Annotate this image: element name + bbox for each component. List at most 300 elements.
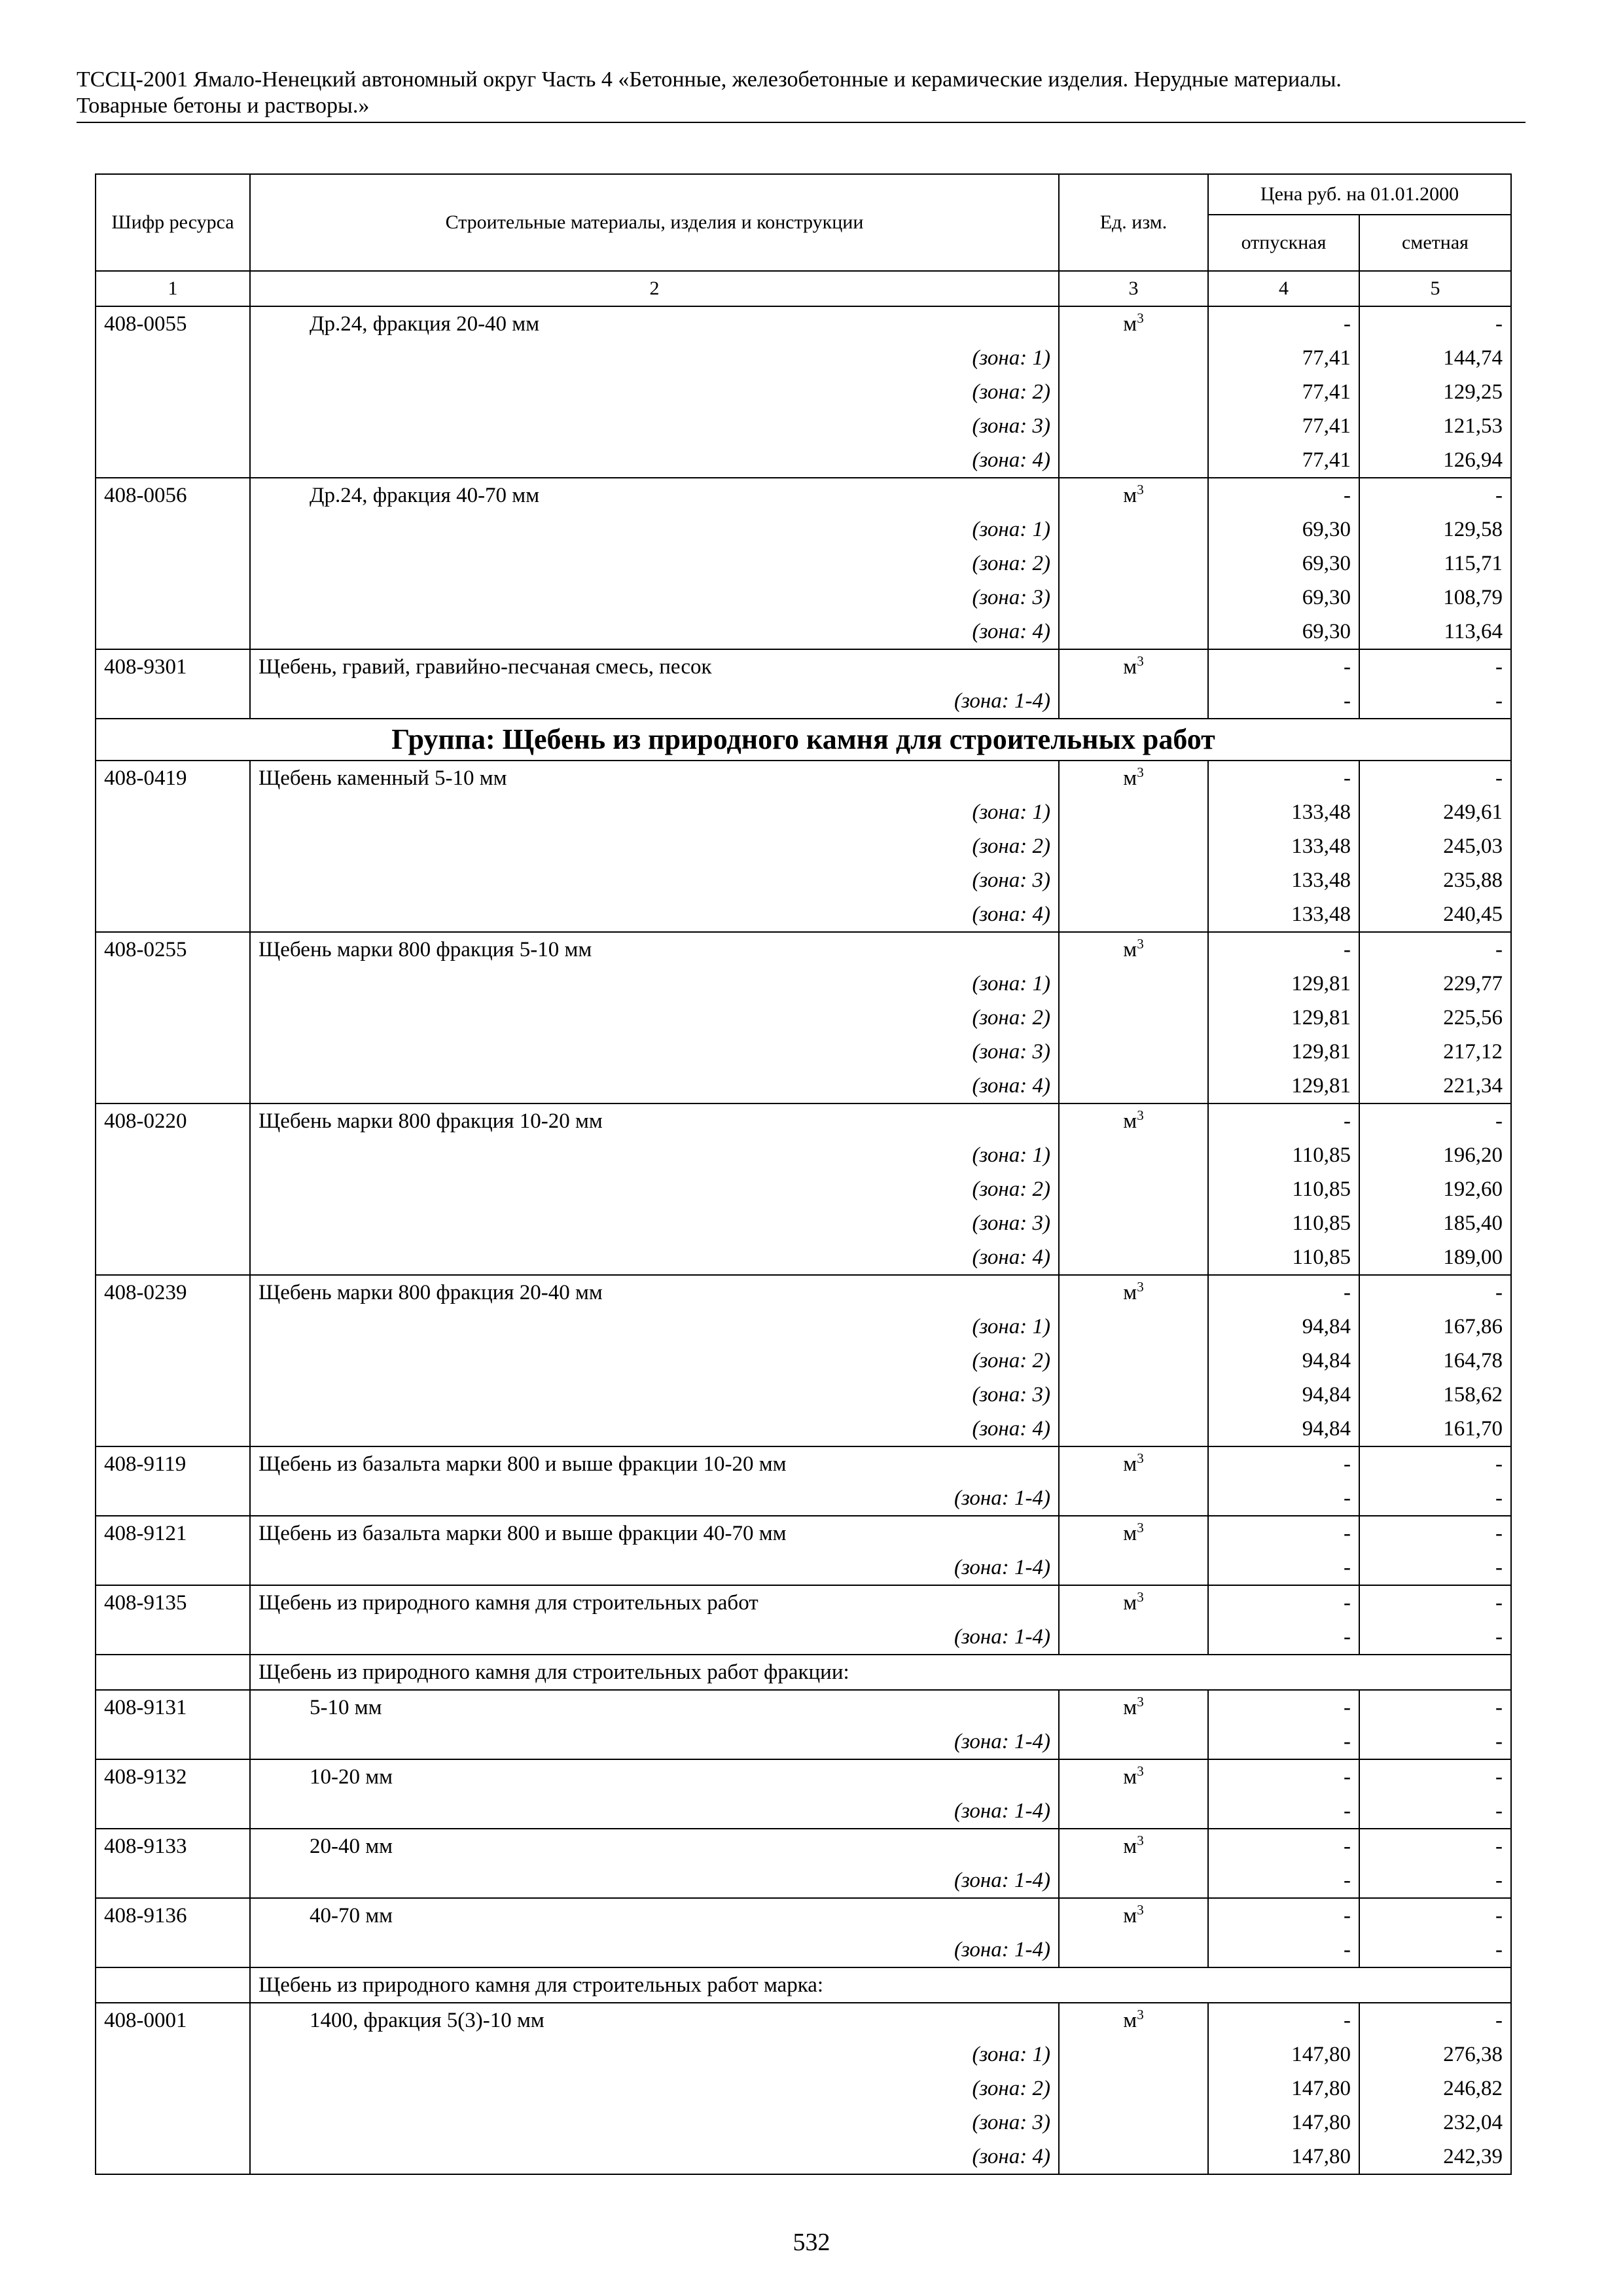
estimate-price: 229,77: [1359, 967, 1511, 1001]
estimate-price: -: [1359, 1898, 1511, 1933]
column-header-estimate-price: сметная: [1359, 215, 1511, 271]
estimate-price: 232,04: [1359, 2106, 1511, 2140]
release-price: 110,85: [1208, 1206, 1359, 1240]
table-row: [96, 684, 1511, 719]
release-price: 94,84: [1208, 1412, 1359, 1446]
estimate-price: -: [1359, 1551, 1511, 1585]
empty-cell: [1059, 1933, 1208, 1967]
zone-label: (зона: 3): [250, 1206, 1059, 1240]
estimate-price: -: [1359, 1275, 1511, 1310]
release-price: 69,30: [1208, 615, 1359, 649]
table-row: [96, 649, 1511, 684]
table-row: [96, 1690, 1511, 1725]
table-row: [96, 967, 1511, 1001]
release-price: 110,85: [1208, 1240, 1359, 1275]
unit-exponent: 3: [1137, 1902, 1144, 1918]
estimate-price: 108,79: [1359, 581, 1511, 615]
empty-cell: [1059, 2037, 1208, 2072]
estimate-price: 126,94: [1359, 443, 1511, 478]
estimate-price: 276,38: [1359, 2037, 1511, 2072]
unit-exponent: 3: [1137, 1763, 1144, 1779]
resource-code: 408-0419: [96, 761, 250, 795]
zone-label: (зона: 1-4): [250, 1481, 1059, 1516]
empty-cell: [1059, 967, 1208, 1001]
empty-cell: [1059, 1240, 1208, 1275]
unit-text: м: [1123, 1452, 1137, 1476]
material-name: Щебень из базальта марки 800 и выше фракции 10-20 мм: [250, 1446, 1059, 1481]
zone-label: (зона: 1): [250, 1138, 1059, 1172]
release-price: 94,84: [1208, 1344, 1359, 1378]
unit-of-measure: [1059, 1898, 1208, 1933]
empty-cell: [1059, 829, 1208, 863]
material-name: Щебень из базальта марки 800 и выше фракции 40-70 мм: [250, 1516, 1059, 1551]
zone-label: (зона: 3): [250, 409, 1059, 443]
unit-of-measure: [1059, 1829, 1208, 1863]
column-header-unit: Ед. изм.: [1059, 174, 1208, 271]
unit-of-measure: [1059, 649, 1208, 684]
zone-label: (зона: 3): [250, 863, 1059, 897]
unit-text: м: [1123, 1696, 1137, 1719]
estimate-price: 144,74: [1359, 341, 1511, 375]
empty-cell: [1059, 512, 1208, 547]
table-row: [96, 1412, 1511, 1446]
estimate-price: -: [1359, 1585, 1511, 1620]
table-row: [96, 795, 1511, 829]
table-row: [96, 1206, 1511, 1240]
column-header-price: Цена руб. на 01.01.2000: [1208, 174, 1511, 215]
release-price: 94,84: [1208, 1378, 1359, 1412]
resource-code: 408-0055: [96, 306, 250, 341]
empty-cell: [1059, 2106, 1208, 2140]
resource-code: 408-0255: [96, 932, 250, 967]
unit-of-measure: [1059, 478, 1208, 512]
empty-cell: [96, 1206, 250, 1240]
estimate-price: 242,39: [1359, 2140, 1511, 2174]
zone-label: (зона: 3): [250, 1035, 1059, 1069]
subheading-code-cell: [96, 1655, 250, 1690]
empty-cell: [1059, 409, 1208, 443]
unit-text: м: [1123, 1591, 1137, 1615]
empty-cell: [1059, 341, 1208, 375]
zone-label: (зона: 1-4): [250, 684, 1059, 719]
unit-of-measure: [1059, 1103, 1208, 1138]
table-row: [96, 1172, 1511, 1206]
release-price: -: [1208, 649, 1359, 684]
empty-cell: [1059, 795, 1208, 829]
empty-cell: [96, 547, 250, 581]
estimate-price: -: [1359, 1446, 1511, 1481]
unit-of-measure: [1059, 761, 1208, 795]
table-row: [96, 1829, 1511, 1863]
estimate-price: -: [1359, 684, 1511, 719]
estimate-price: 221,34: [1359, 1069, 1511, 1103]
unit-exponent: 3: [1137, 2007, 1144, 2022]
empty-cell: [96, 829, 250, 863]
empty-cell: [96, 967, 250, 1001]
resource-code: 408-9136: [96, 1898, 250, 1933]
estimate-price: 249,61: [1359, 795, 1511, 829]
release-price: -: [1208, 1275, 1359, 1310]
empty-cell: [1059, 1344, 1208, 1378]
resource-code: 408-9301: [96, 649, 250, 684]
material-name: 5-10 мм: [250, 1690, 1059, 1725]
unit-exponent: 3: [1137, 1694, 1144, 1710]
unit-of-measure: [1059, 1585, 1208, 1620]
table-row: [96, 409, 1511, 443]
empty-cell: [96, 1794, 250, 1829]
resource-code: 408-0056: [96, 478, 250, 512]
unit-exponent: 3: [1137, 1589, 1144, 1605]
material-name: 10-20 мм: [250, 1759, 1059, 1794]
empty-cell: [96, 1551, 250, 1585]
empty-cell: [96, 1933, 250, 1967]
release-price: -: [1208, 1446, 1359, 1481]
estimate-price: 235,88: [1359, 863, 1511, 897]
material-name: 40-70 мм: [250, 1898, 1059, 1933]
table-row: [96, 1725, 1511, 1759]
unit-text: м: [1123, 1765, 1137, 1789]
table-row: [96, 1585, 1511, 1620]
release-price: -: [1208, 1551, 1359, 1585]
empty-cell: [1059, 1206, 1208, 1240]
unit-text: м: [1123, 1835, 1137, 1858]
estimate-price: -: [1359, 1481, 1511, 1516]
empty-cell: [96, 581, 250, 615]
table-row: [96, 1516, 1511, 1551]
estimate-price: 129,25: [1359, 375, 1511, 409]
zone-label: (зона: 1): [250, 795, 1059, 829]
release-price: -: [1208, 1829, 1359, 1863]
zone-label: (зона: 2): [250, 1001, 1059, 1035]
table-row: [96, 581, 1511, 615]
empty-cell: [96, 443, 250, 478]
estimate-price: -: [1359, 2003, 1511, 2037]
zone-label: (зона: 1-4): [250, 1725, 1059, 1759]
table-row: [96, 897, 1511, 932]
release-price: -: [1208, 1690, 1359, 1725]
estimate-price: 121,53: [1359, 409, 1511, 443]
subheading-code-cell: [96, 1967, 250, 2003]
unit-text: м: [1123, 1522, 1137, 1545]
release-price: -: [1208, 1585, 1359, 1620]
resource-code: 408-9135: [96, 1585, 250, 1620]
zone-label: (зона: 4): [250, 1412, 1059, 1446]
zone-label: (зона: 2): [250, 1172, 1059, 1206]
table-row: [96, 1310, 1511, 1344]
column-number: 1: [96, 271, 250, 306]
unit-exponent: 3: [1137, 653, 1144, 669]
empty-cell: [1059, 1620, 1208, 1655]
zone-label: (зона: 4): [250, 1069, 1059, 1103]
estimate-price: -: [1359, 1690, 1511, 1725]
table-row: [96, 1759, 1511, 1794]
estimate-price: 167,86: [1359, 1310, 1511, 1344]
empty-cell: [1059, 443, 1208, 478]
table-body: [96, 306, 1511, 2174]
empty-cell: [1059, 547, 1208, 581]
empty-cell: [1059, 1551, 1208, 1585]
zone-label: (зона: 2): [250, 547, 1059, 581]
zone-label: (зона: 1): [250, 967, 1059, 1001]
estimate-price: 161,70: [1359, 1412, 1511, 1446]
table-row: [96, 2037, 1511, 2072]
zone-label: (зона: 1): [250, 1310, 1059, 1344]
estimate-price: -: [1359, 478, 1511, 512]
zone-label: (зона: 1): [250, 512, 1059, 547]
table-row: [96, 1240, 1511, 1275]
empty-cell: [1059, 863, 1208, 897]
header-line-1: ТССЦ-2001 Ямало-Ненецкий автономный округ Часть 4 «Бетонные, железобетонные и керамические изделия. Нерудные материалы.: [77, 67, 1342, 92]
release-price: -: [1208, 1898, 1359, 1933]
empty-cell: [96, 615, 250, 649]
unit-exponent: 3: [1137, 1833, 1144, 1848]
zone-label: (зона: 2): [250, 375, 1059, 409]
release-price: 77,41: [1208, 375, 1359, 409]
unit-text: м: [1123, 1109, 1137, 1133]
estimate-price: 129,58: [1359, 512, 1511, 547]
material-name: Щебень марки 800 фракция 5-10 мм: [250, 932, 1059, 967]
empty-cell: [96, 2106, 250, 2140]
estimate-price: 225,56: [1359, 1001, 1511, 1035]
estimate-price: -: [1359, 1794, 1511, 1829]
unit-of-measure: [1059, 1759, 1208, 1794]
estimate-price: 185,40: [1359, 1206, 1511, 1240]
estimate-price: -: [1359, 1620, 1511, 1655]
column-header-name: Строительные материалы, изделия и конструкции: [250, 174, 1059, 271]
release-price: -: [1208, 478, 1359, 512]
table-row: [96, 341, 1511, 375]
release-price: 129,81: [1208, 1069, 1359, 1103]
empty-cell: [1059, 1138, 1208, 1172]
estimate-price: -: [1359, 306, 1511, 341]
empty-cell: [1059, 1069, 1208, 1103]
table-row: [96, 1378, 1511, 1412]
empty-cell: [96, 1035, 250, 1069]
release-price: -: [1208, 1516, 1359, 1551]
release-price: -: [1208, 1759, 1359, 1794]
subheading-row: [96, 1655, 1511, 1690]
release-price: -: [1208, 1103, 1359, 1138]
zone-label: (зона: 1-4): [250, 1620, 1059, 1655]
unit-of-measure: [1059, 2003, 1208, 2037]
estimate-price: -: [1359, 1725, 1511, 1759]
release-price: 77,41: [1208, 341, 1359, 375]
estimate-price: 246,82: [1359, 2072, 1511, 2106]
material-name: Щебень марки 800 фракция 10-20 мм: [250, 1103, 1059, 1138]
estimate-price: -: [1359, 761, 1511, 795]
empty-cell: [96, 1620, 250, 1655]
zone-label: (зона: 4): [250, 2140, 1059, 2174]
empty-cell: [96, 684, 250, 719]
estimate-price: -: [1359, 1759, 1511, 1794]
material-name: Щебень каменный 5-10 мм: [250, 761, 1059, 795]
release-price: 69,30: [1208, 581, 1359, 615]
empty-cell: [1059, 2140, 1208, 2174]
empty-cell: [1059, 1172, 1208, 1206]
unit-exponent: 3: [1137, 936, 1144, 952]
unit-of-measure: [1059, 306, 1208, 341]
document-header: [77, 67, 1516, 119]
column-number: 2: [250, 271, 1059, 306]
unit-text: м: [1123, 938, 1137, 961]
release-price: 133,48: [1208, 897, 1359, 932]
zone-label: (зона: 4): [250, 443, 1059, 478]
group-heading-row: [96, 719, 1511, 761]
zone-label: (зона: 4): [250, 897, 1059, 932]
resource-code: 408-9133: [96, 1829, 250, 1863]
estimate-price: 115,71: [1359, 547, 1511, 581]
zone-label: (зона: 1-4): [250, 1551, 1059, 1585]
empty-cell: [1059, 375, 1208, 409]
table-row: [96, 512, 1511, 547]
empty-cell: [96, 1310, 250, 1344]
release-price: -: [1208, 306, 1359, 341]
estimate-price: 196,20: [1359, 1138, 1511, 1172]
table-row: [96, 2003, 1511, 2037]
column-number: 3: [1059, 271, 1208, 306]
table-row: [96, 1275, 1511, 1310]
release-price: -: [1208, 1620, 1359, 1655]
release-price: -: [1208, 684, 1359, 719]
release-price: 133,48: [1208, 795, 1359, 829]
table-row: [96, 306, 1511, 341]
estimate-price: -: [1359, 1933, 1511, 1967]
empty-cell: [1059, 1725, 1208, 1759]
release-price: 110,85: [1208, 1138, 1359, 1172]
resource-code: 408-9132: [96, 1759, 250, 1794]
table-row: [96, 1933, 1511, 1967]
table-row: [96, 863, 1511, 897]
empty-cell: [96, 1138, 250, 1172]
table-row: [96, 1103, 1511, 1138]
table-row: [96, 1898, 1511, 1933]
release-price: 133,48: [1208, 863, 1359, 897]
material-name: Др.24, фракция 40-70 мм: [250, 478, 1059, 512]
zone-label: (зона: 1-4): [250, 1794, 1059, 1829]
zone-label: (зона: 1-4): [250, 1933, 1059, 1967]
release-price: 129,81: [1208, 1035, 1359, 1069]
empty-cell: [96, 2140, 250, 2174]
release-price: 77,41: [1208, 443, 1359, 478]
unit-exponent: 3: [1137, 1450, 1144, 1466]
table-row: [96, 932, 1511, 967]
release-price: -: [1208, 1481, 1359, 1516]
unit-exponent: 3: [1137, 1107, 1144, 1123]
empty-cell: [96, 341, 250, 375]
resource-code: 408-9121: [96, 1516, 250, 1551]
unit-of-measure: [1059, 1275, 1208, 1310]
table-header: [96, 174, 1511, 306]
zone-label: (зона: 1-4): [250, 1863, 1059, 1898]
release-price: -: [1208, 761, 1359, 795]
release-price: -: [1208, 1725, 1359, 1759]
unit-of-measure: [1059, 1690, 1208, 1725]
table-row: [96, 1138, 1511, 1172]
table-row: [96, 478, 1511, 512]
estimate-price: 158,62: [1359, 1378, 1511, 1412]
empty-cell: [1059, 1794, 1208, 1829]
unit-of-measure: [1059, 1516, 1208, 1551]
table-row: [96, 1344, 1511, 1378]
release-price: -: [1208, 2003, 1359, 2037]
resource-code: 408-0001: [96, 2003, 250, 2037]
release-price: 69,30: [1208, 547, 1359, 581]
table-row: [96, 1863, 1511, 1898]
header-divider: [77, 122, 1525, 123]
material-name: Щебень марки 800 фракция 20-40 мм: [250, 1275, 1059, 1310]
table-row: [96, 615, 1511, 649]
subheading-text: Щебень из природного камня для строительных работ марка:: [250, 1967, 1511, 2003]
table-row: [96, 1794, 1511, 1829]
table-row: [96, 761, 1511, 795]
release-price: 147,80: [1208, 2037, 1359, 2072]
table-row: [96, 547, 1511, 581]
release-price: -: [1208, 932, 1359, 967]
subheading-text: Щебень из природного камня для строительных работ фракции:: [250, 1655, 1511, 1690]
material-name: 20-40 мм: [250, 1829, 1059, 1863]
table-row: [96, 2072, 1511, 2106]
empty-cell: [96, 409, 250, 443]
table-row: [96, 2106, 1511, 2140]
empty-cell: [96, 897, 250, 932]
unit-exponent: 3: [1137, 310, 1144, 326]
release-price: 147,80: [1208, 2072, 1359, 2106]
resource-code: 408-0220: [96, 1103, 250, 1138]
column-header-release-price: отпускная: [1208, 215, 1359, 271]
empty-cell: [96, 2037, 250, 2072]
release-price: 110,85: [1208, 1172, 1359, 1206]
empty-cell: [1059, 897, 1208, 932]
unit-of-measure: [1059, 932, 1208, 967]
estimate-price: 113,64: [1359, 615, 1511, 649]
material-name: Щебень из природного камня для строительных работ: [250, 1585, 1059, 1620]
release-price: -: [1208, 1863, 1359, 1898]
zone-label: (зона: 4): [250, 615, 1059, 649]
unit-text: м: [1123, 2009, 1137, 2032]
empty-cell: [96, 863, 250, 897]
group-heading: Группа: Щебень из природного камня для строительных работ: [96, 719, 1511, 761]
empty-cell: [96, 1240, 250, 1275]
unit-text: м: [1123, 655, 1137, 679]
empty-cell: [1059, 1481, 1208, 1516]
unit-text: м: [1123, 766, 1137, 790]
estimate-price: -: [1359, 1863, 1511, 1898]
resource-code: 408-0239: [96, 1275, 250, 1310]
release-price: -: [1208, 1794, 1359, 1829]
empty-cell: [96, 1069, 250, 1103]
empty-cell: [96, 2072, 250, 2106]
estimate-price: 217,12: [1359, 1035, 1511, 1069]
release-price: -: [1208, 1933, 1359, 1967]
zone-label: (зона: 2): [250, 1344, 1059, 1378]
empty-cell: [1059, 1412, 1208, 1446]
column-header-code: Шифр ресурса: [96, 174, 250, 271]
unit-exponent: 3: [1137, 1520, 1144, 1535]
empty-cell: [96, 795, 250, 829]
empty-cell: [96, 1725, 250, 1759]
zone-label: (зона: 2): [250, 829, 1059, 863]
zone-label: (зона: 3): [250, 1378, 1059, 1412]
estimate-price: -: [1359, 932, 1511, 967]
release-price: 147,80: [1208, 2140, 1359, 2174]
release-price: 69,30: [1208, 512, 1359, 547]
estimate-price: -: [1359, 1829, 1511, 1863]
empty-cell: [96, 1001, 250, 1035]
header-line-2: Товарные бетоны и растворы.»: [77, 94, 370, 118]
empty-cell: [1059, 615, 1208, 649]
column-number: 4: [1208, 271, 1359, 306]
material-name: 1400, фракция 5(3)-10 мм: [250, 2003, 1059, 2037]
